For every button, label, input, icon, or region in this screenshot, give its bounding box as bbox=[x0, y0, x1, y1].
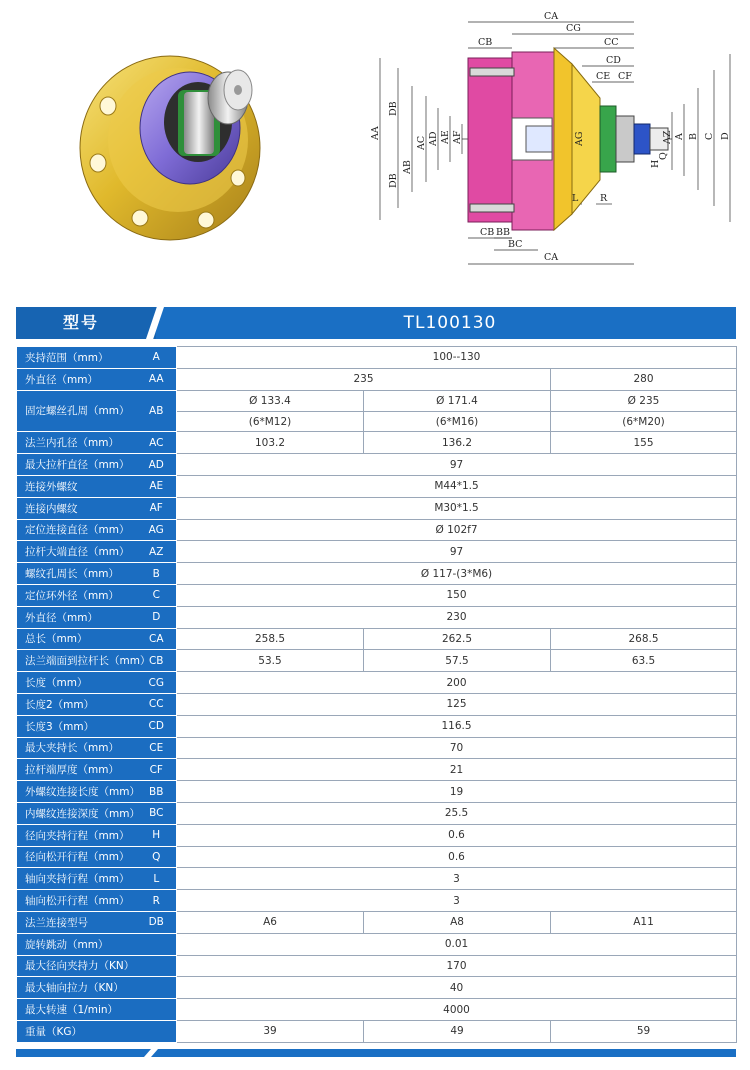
spec-code bbox=[137, 1020, 177, 1042]
spec-row bbox=[17, 650, 737, 672]
spec-label: 最大拉杆直径（mm） bbox=[17, 454, 137, 476]
spec-value: 49 bbox=[364, 1020, 551, 1042]
spec-value: 150 bbox=[177, 584, 737, 606]
spec-value: M30*1.5 bbox=[177, 497, 737, 519]
spec-row bbox=[17, 606, 737, 628]
spec-value: 0.01 bbox=[177, 933, 737, 955]
spec-value: A11 bbox=[551, 911, 737, 933]
spec-row bbox=[17, 977, 737, 999]
spec-row bbox=[17, 846, 737, 868]
spec-code: R bbox=[137, 890, 177, 912]
dim-label: AC bbox=[416, 135, 427, 150]
spec-value-sub: (6*M12) bbox=[177, 412, 364, 432]
dim-label: D bbox=[720, 132, 731, 140]
spec-label: 最大径向夹持力（KN） bbox=[17, 955, 137, 977]
spec-value: 0.6 bbox=[177, 824, 737, 846]
spec-row bbox=[17, 390, 737, 412]
spec-row bbox=[17, 911, 737, 933]
dim-label: CA bbox=[544, 252, 559, 263]
spec-code: AA bbox=[137, 368, 177, 390]
spec-row bbox=[17, 347, 737, 369]
dim-label: DB bbox=[388, 173, 399, 188]
spec-label: 拉杆端厚度（mm） bbox=[17, 759, 137, 781]
spec-value: Ø 102f7 bbox=[177, 519, 737, 541]
spec-row bbox=[17, 1020, 737, 1042]
dim-label: CE bbox=[596, 71, 611, 82]
spec-value: A8 bbox=[364, 911, 551, 933]
spec-label: 长度（mm） bbox=[17, 672, 137, 694]
spec-label: 径向松开行程（mm） bbox=[17, 846, 137, 868]
spec-row bbox=[17, 737, 737, 759]
spec-value: 262.5 bbox=[364, 628, 551, 650]
spec-table bbox=[16, 346, 737, 1043]
spec-label: 法兰内孔径（mm） bbox=[17, 432, 137, 454]
spec-header bbox=[16, 307, 736, 339]
spec-value: 63.5 bbox=[551, 650, 737, 672]
spec-code: AZ bbox=[137, 541, 177, 563]
dim-label: R bbox=[600, 193, 608, 204]
dim-label: CA bbox=[544, 11, 559, 22]
footer-band bbox=[16, 1049, 736, 1057]
spec-code: CF bbox=[137, 759, 177, 781]
spec-code: CB bbox=[137, 650, 177, 672]
spec-value: 200 bbox=[177, 672, 737, 694]
footer-divider bbox=[144, 1049, 158, 1057]
spec-value-sub: (6*M16) bbox=[364, 412, 551, 432]
spec-row bbox=[17, 584, 737, 606]
spec-row bbox=[17, 541, 737, 563]
spec-value: 116.5 bbox=[177, 715, 737, 737]
spec-value: 136.2 bbox=[364, 432, 551, 454]
spec-row bbox=[17, 955, 737, 977]
spec-code bbox=[137, 977, 177, 999]
dim-label: AA bbox=[370, 126, 381, 140]
spec-row bbox=[17, 519, 737, 541]
spec-code: AC bbox=[137, 432, 177, 454]
spec-label: 连接内螺纹 bbox=[17, 497, 137, 519]
spec-label: 最大转速（1/min） bbox=[17, 999, 137, 1021]
dim-label: AE bbox=[440, 130, 451, 144]
spec-label: 定位环外径（mm） bbox=[17, 584, 137, 606]
spec-row bbox=[17, 715, 737, 737]
spec-value: 19 bbox=[177, 781, 737, 803]
spec-row bbox=[17, 802, 737, 824]
dim-label: AZ bbox=[662, 130, 673, 144]
spec-row bbox=[17, 999, 737, 1021]
spec-code: L bbox=[137, 868, 177, 890]
spec-value: 40 bbox=[177, 977, 737, 999]
spec-value: 53.5 bbox=[177, 650, 364, 672]
dim-label: C bbox=[704, 132, 715, 140]
spec-row bbox=[17, 781, 737, 803]
spec-value: 170 bbox=[177, 955, 737, 977]
spec-row bbox=[17, 432, 737, 454]
spec-row bbox=[17, 497, 737, 519]
technical-drawing bbox=[372, 8, 742, 270]
dim-label: Q bbox=[658, 152, 669, 160]
dim-label: DB bbox=[388, 101, 399, 116]
spec-label: 固定螺丝孔周（mm） bbox=[17, 390, 137, 432]
spec-code: B bbox=[137, 563, 177, 585]
dim-label: AB bbox=[402, 160, 413, 174]
spec-code bbox=[137, 955, 177, 977]
spec-code: CA bbox=[137, 628, 177, 650]
spec-code: AB bbox=[137, 390, 177, 432]
dim-label: BC bbox=[508, 239, 523, 250]
spec-label: 长度2（mm） bbox=[17, 693, 137, 715]
spec-row bbox=[17, 672, 737, 694]
spec-label: 重量（KG） bbox=[17, 1020, 137, 1042]
spec-value: 235 bbox=[177, 368, 551, 390]
illustration-area bbox=[0, 0, 750, 290]
spec-code: AF bbox=[137, 497, 177, 519]
spec-value: 230 bbox=[177, 606, 737, 628]
spec-value: 21 bbox=[177, 759, 737, 781]
spec-label: 总长（mm） bbox=[17, 628, 137, 650]
spec-label: 轴向夹持行程（mm） bbox=[17, 868, 137, 890]
spec-value: 3 bbox=[177, 890, 737, 912]
spec-code: C bbox=[137, 584, 177, 606]
dim-label: CD bbox=[606, 55, 621, 66]
spec-code: D bbox=[137, 606, 177, 628]
dim-label: H bbox=[650, 159, 661, 168]
dim-label: BB bbox=[496, 227, 510, 238]
dim-label: CC bbox=[604, 37, 619, 48]
spec-value: 268.5 bbox=[551, 628, 737, 650]
spec-value: 280 bbox=[551, 368, 737, 390]
dim-label: CG bbox=[566, 23, 581, 34]
spec-code: CD bbox=[137, 715, 177, 737]
spec-code: H bbox=[137, 824, 177, 846]
spec-value: 125 bbox=[177, 693, 737, 715]
spec-label: 夹持范围（mm） bbox=[17, 347, 137, 369]
spec-label: 轴向松开行程（mm） bbox=[17, 890, 137, 912]
spec-row bbox=[17, 868, 737, 890]
spec-value: 97 bbox=[177, 541, 737, 563]
model-label: 型号 bbox=[62, 313, 99, 332]
spec-value: 97 bbox=[177, 454, 737, 476]
spec-value: 100--130 bbox=[177, 347, 737, 369]
dim-label: AD bbox=[428, 131, 439, 146]
dim-label: B bbox=[688, 133, 699, 140]
spec-value: 70 bbox=[177, 737, 737, 759]
spec-code: BB bbox=[137, 781, 177, 803]
spec-value: Ø 117-(3*M6) bbox=[177, 563, 737, 585]
spec-code: CG bbox=[137, 672, 177, 694]
spec-label: 长度3（mm） bbox=[17, 715, 137, 737]
spec-value: M44*1.5 bbox=[177, 475, 737, 497]
spec-value: 3 bbox=[177, 868, 737, 890]
spec-value: 57.5 bbox=[364, 650, 551, 672]
spec-value: 59 bbox=[551, 1020, 737, 1042]
dim-label: CF bbox=[618, 71, 632, 82]
spec-row bbox=[17, 454, 737, 476]
spec-value: 258.5 bbox=[177, 628, 364, 650]
spec-code bbox=[137, 999, 177, 1021]
spec-label: 最大轴向拉力（KN） bbox=[17, 977, 137, 999]
spec-code: BC bbox=[137, 802, 177, 824]
spec-code: CC bbox=[137, 693, 177, 715]
spec-code: CE bbox=[137, 737, 177, 759]
dim-label: L bbox=[572, 193, 579, 204]
spec-row bbox=[17, 563, 737, 585]
spec-row bbox=[17, 759, 737, 781]
spec-label: 径向夹持行程（mm） bbox=[17, 824, 137, 846]
spec-value: Ø 171.4 bbox=[364, 390, 551, 412]
spec-row bbox=[17, 368, 737, 390]
model-code: TL100130 bbox=[403, 313, 497, 333]
product-photo bbox=[78, 28, 298, 243]
spec-label: 内螺纹连接深度（mm） bbox=[17, 802, 137, 824]
spec-code: AE bbox=[137, 475, 177, 497]
spec-value: 4000 bbox=[177, 999, 737, 1021]
spec-row bbox=[17, 475, 737, 497]
dim-label: AG bbox=[574, 131, 585, 146]
dim-label: A bbox=[674, 133, 685, 140]
spec-value: 0.6 bbox=[177, 846, 737, 868]
spec-value: 103.2 bbox=[177, 432, 364, 454]
spec-label: 连接外螺纹 bbox=[17, 475, 137, 497]
spec-code: Q bbox=[137, 846, 177, 868]
spec-row bbox=[17, 890, 737, 912]
spec-code: AD bbox=[137, 454, 177, 476]
dim-label: CB bbox=[478, 37, 493, 48]
spec-label: 外直径（mm） bbox=[17, 606, 137, 628]
spec-label: 外螺纹连接长度（mm） bbox=[17, 781, 137, 803]
spec-row bbox=[17, 824, 737, 846]
spec-code: AG bbox=[137, 519, 177, 541]
spec-value-sub: (6*M20) bbox=[551, 412, 737, 432]
spec-value: 155 bbox=[551, 432, 737, 454]
spec-label: 外直径（mm） bbox=[17, 368, 137, 390]
spec-label: 定位连接直径（mm） bbox=[17, 519, 137, 541]
spec-label: 旋转跳动（mm） bbox=[17, 933, 137, 955]
spec-row bbox=[17, 693, 737, 715]
spec-label: 螺纹孔周长（mm） bbox=[17, 563, 137, 585]
spec-label: 法兰连接型号 bbox=[17, 911, 137, 933]
dim-label: CB bbox=[480, 227, 495, 238]
spec-value: 39 bbox=[177, 1020, 364, 1042]
spec-value: A6 bbox=[177, 911, 364, 933]
spec-code: DB bbox=[137, 911, 177, 933]
spec-row bbox=[17, 933, 737, 955]
spec-code: A bbox=[137, 347, 177, 369]
spec-label: 法兰端面到拉杆长（mm） bbox=[17, 650, 137, 672]
spec-label: 最大夹持长（mm） bbox=[17, 737, 137, 759]
spec-value: Ø 133.4 bbox=[177, 390, 364, 412]
spec-value: Ø 235 bbox=[551, 390, 737, 412]
spec-code bbox=[137, 933, 177, 955]
spec-value: 25.5 bbox=[177, 802, 737, 824]
spec-label: 拉杆大端直径（mm） bbox=[17, 541, 137, 563]
dim-label: AF bbox=[452, 130, 463, 144]
spec-row bbox=[17, 628, 737, 650]
